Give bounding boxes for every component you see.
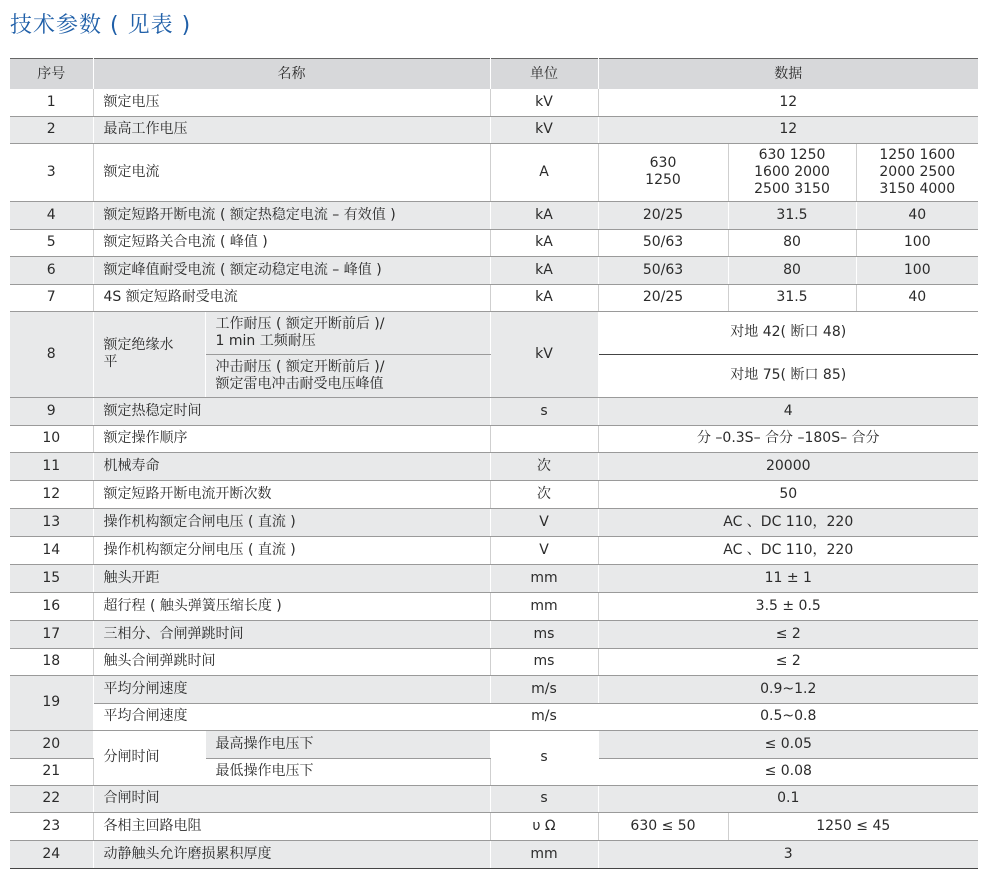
- row-no: 17: [10, 620, 93, 648]
- row-value-1: 630 ≤ 50: [598, 812, 728, 840]
- row-unit: A: [490, 143, 598, 201]
- row-unit: mm: [490, 840, 598, 868]
- spec-table: [10, 58, 978, 869]
- row-name: 4S 额定短路耐受电流: [93, 284, 490, 311]
- row-unit: s: [490, 785, 598, 812]
- row-no: 11: [10, 452, 93, 480]
- row-value-2: 31.5: [728, 284, 856, 311]
- row-subname-1: 工作耐压 ( 额定开断前后 )/ 1 min 工频耐压: [205, 311, 490, 354]
- table-row: [10, 812, 978, 840]
- table-row: [10, 397, 978, 425]
- table-row: [10, 785, 978, 812]
- row-value-2: 1250 ≤ 45: [728, 812, 978, 840]
- row-value: ≤ 0.05: [598, 730, 978, 758]
- row-value-2: 630 1250 1600 2000 2500 3150: [728, 143, 856, 201]
- row-name: 三相分、合闸弹跳时间: [93, 620, 490, 648]
- table-row: [10, 311, 978, 354]
- row-no: 7: [10, 284, 93, 311]
- table-row: [10, 675, 978, 703]
- row-name: 机械寿命: [93, 452, 490, 480]
- row-no: 8: [10, 311, 93, 397]
- table-row: [10, 564, 978, 592]
- row-no: 24: [10, 840, 93, 868]
- row-no: 22: [10, 785, 93, 812]
- table-row: [10, 256, 978, 284]
- row-name: 动静触头允许磨损累积厚度: [93, 840, 490, 868]
- table-row: [10, 229, 978, 256]
- row-name: 额定短路开断电流 ( 额定热稳定电流 – 有效值 ): [93, 201, 490, 229]
- row-unit: υ Ω: [490, 812, 598, 840]
- row-name: 平均分闸速度: [93, 675, 490, 703]
- header-no: 序号: [10, 59, 93, 90]
- row-subname: 最低操作电压下: [205, 758, 490, 785]
- row-value-1: 50/63: [598, 229, 728, 256]
- row-unit: 次: [490, 480, 598, 508]
- row-name: 额定短路开断电流开断次数: [93, 480, 490, 508]
- table-row: [10, 592, 978, 620]
- table-row: [10, 648, 978, 675]
- row-name: 操作机构额定分闸电压 ( 直流 ): [93, 536, 490, 564]
- row-no: 18: [10, 648, 93, 675]
- row-value: 3: [598, 840, 978, 868]
- row-no: 12: [10, 480, 93, 508]
- row-value-1: 20/25: [598, 201, 728, 229]
- row-unit: mm: [490, 592, 598, 620]
- row-value: 分 –0.3S– 合分 –180S– 合分: [598, 425, 978, 452]
- row-subname-2: 冲击耐压 ( 额定开断前后 )/ 额定雷电冲击耐受电压峰值: [205, 354, 490, 397]
- row-no: 19: [10, 675, 93, 730]
- row-unit: V: [490, 536, 598, 564]
- row-value: 4: [598, 397, 978, 425]
- row-name: 超行程 ( 触头弹簧压缩长度 ): [93, 592, 490, 620]
- row-unit: [490, 425, 598, 452]
- row-value: ≤ 0.08: [598, 758, 978, 785]
- row-name: 额定电流: [93, 143, 490, 201]
- row-value-2: 31.5: [728, 201, 856, 229]
- page-title: 技术参数 ( 见表 ): [10, 13, 192, 38]
- header-data: 数据: [598, 59, 978, 90]
- row-value: ≤ 2: [598, 620, 978, 648]
- table-row: [10, 452, 978, 480]
- row-unit: ms: [490, 648, 598, 675]
- table-row: [10, 425, 978, 452]
- row-value: 0.5~0.8: [598, 703, 978, 730]
- row-value-2: 80: [728, 229, 856, 256]
- row-unit: kA: [490, 284, 598, 311]
- table-row: [10, 143, 978, 201]
- row-unit: s: [490, 397, 598, 425]
- row-group-label: 额定绝缘水平: [93, 311, 205, 397]
- table-row: [10, 730, 978, 758]
- row-no: 15: [10, 564, 93, 592]
- row-name: 触头合闸弹跳时间: [93, 648, 490, 675]
- table-row: [10, 840, 978, 868]
- table-row: [10, 536, 978, 564]
- row-value: 0.1: [598, 785, 978, 812]
- row-no: 9: [10, 397, 93, 425]
- row-value: 20000: [598, 452, 978, 480]
- row-value: AC 、DC 110，220: [598, 508, 978, 536]
- header-unit: 单位: [490, 59, 598, 90]
- row-group-label: 分闸时间: [93, 730, 205, 785]
- row-unit: kA: [490, 256, 598, 284]
- row-no: 10: [10, 425, 93, 452]
- row-name: 触头开距: [93, 564, 490, 592]
- table-row: [10, 116, 978, 143]
- row-no: 20: [10, 730, 93, 758]
- row-no: 1: [10, 89, 93, 116]
- row-value-1: 630 1250: [598, 143, 728, 201]
- table-header-row: [10, 59, 978, 90]
- row-name: 额定峰值耐受电流 ( 额定动稳定电流 – 峰值 ): [93, 256, 490, 284]
- row-value-3: 1250 1600 2000 2500 3150 4000: [856, 143, 978, 201]
- row-value: 11 ± 1: [598, 564, 978, 592]
- row-value: ≤ 2: [598, 648, 978, 675]
- row-value: 50: [598, 480, 978, 508]
- row-value: 3.5 ± 0.5: [598, 592, 978, 620]
- header-name: 名称: [93, 59, 490, 90]
- row-name: 额定热稳定时间: [93, 397, 490, 425]
- table-row: [10, 620, 978, 648]
- row-unit: 次: [490, 452, 598, 480]
- row-no: 3: [10, 143, 93, 201]
- table-row: [10, 201, 978, 229]
- row-no: 16: [10, 592, 93, 620]
- row-no: 21: [10, 758, 93, 785]
- table-row: [10, 508, 978, 536]
- row-no: 5: [10, 229, 93, 256]
- row-value-3: 100: [856, 229, 978, 256]
- row-value-3: 40: [856, 284, 978, 311]
- table-row: [10, 703, 978, 730]
- row-unit: kA: [490, 201, 598, 229]
- row-no: 2: [10, 116, 93, 143]
- table-row: [10, 480, 978, 508]
- row-value: 12: [598, 89, 978, 116]
- row-unit: kV: [490, 89, 598, 116]
- row-name: 操作机构额定合闸电压 ( 直流 ): [93, 508, 490, 536]
- row-value: 12: [598, 116, 978, 143]
- row-value: 0.9~1.2: [598, 675, 978, 703]
- row-value-3: 40: [856, 201, 978, 229]
- row-value: 对地 75( 断口 85): [598, 354, 978, 397]
- table-row: [10, 89, 978, 116]
- row-unit: ms: [490, 620, 598, 648]
- row-unit: V: [490, 508, 598, 536]
- row-value-1: 50/63: [598, 256, 728, 284]
- table-row: [10, 284, 978, 311]
- row-value-3: 100: [856, 256, 978, 284]
- row-name: 合闸时间: [93, 785, 490, 812]
- row-value-1: 20/25: [598, 284, 728, 311]
- row-no: 4: [10, 201, 93, 229]
- row-unit: mm: [490, 564, 598, 592]
- row-value-2: 80: [728, 256, 856, 284]
- row-no: 6: [10, 256, 93, 284]
- row-value: 对地 42( 断口 48): [598, 311, 978, 354]
- row-unit: s: [490, 730, 598, 785]
- row-no: 23: [10, 812, 93, 840]
- row-value: AC 、DC 110，220: [598, 536, 978, 564]
- row-name: 各相主回路电阻: [93, 812, 490, 840]
- row-unit: kV: [490, 311, 598, 397]
- row-subname: 最高操作电压下: [205, 730, 490, 758]
- row-name: 平均合闸速度: [93, 703, 490, 730]
- row-name: 最高工作电压: [93, 116, 490, 143]
- row-unit: m/s: [490, 703, 598, 730]
- row-unit: kA: [490, 229, 598, 256]
- row-no: 13: [10, 508, 93, 536]
- row-name: 额定电压: [93, 89, 490, 116]
- row-unit: m/s: [490, 675, 598, 703]
- row-name: 额定短路关合电流 ( 峰值 ): [93, 229, 490, 256]
- row-unit: kV: [490, 116, 598, 143]
- row-no: 14: [10, 536, 93, 564]
- row-name: 额定操作顺序: [93, 425, 490, 452]
